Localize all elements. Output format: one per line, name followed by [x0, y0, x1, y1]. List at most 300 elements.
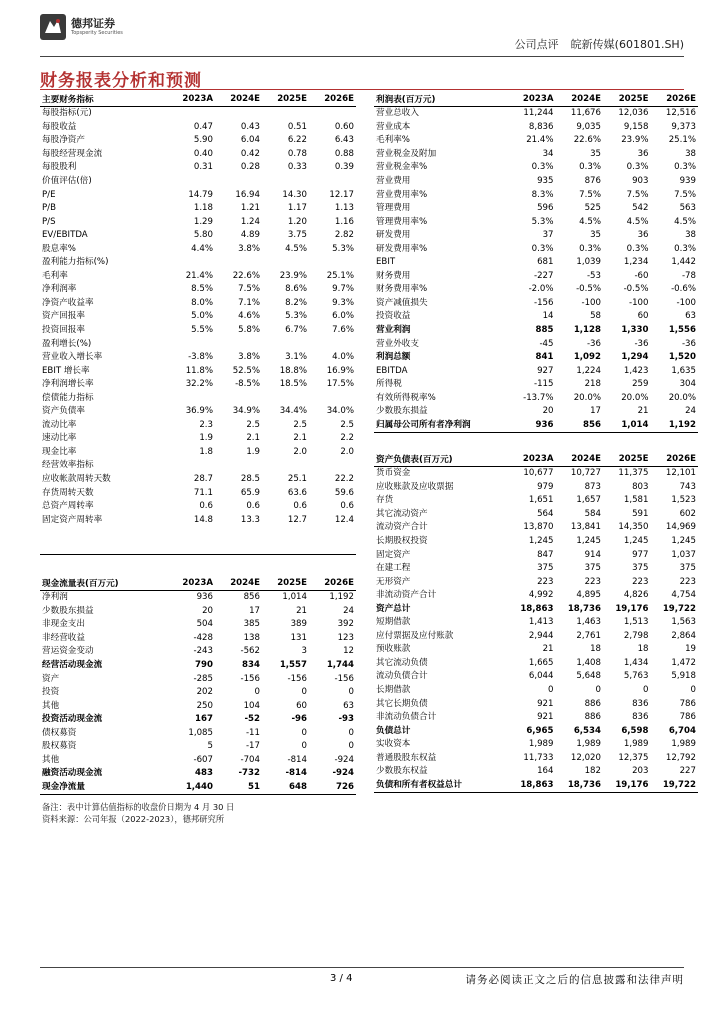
table-row	[40, 754, 356, 768]
year-header: 2025E	[277, 577, 307, 588]
cell-value: 936	[535, 419, 554, 430]
row-label: 资产总计	[376, 603, 411, 614]
cell-value: -8.5%	[235, 379, 260, 390]
cell-value	[168, 107, 215, 121]
table-row	[40, 378, 356, 392]
table-row	[374, 351, 698, 365]
cell-value: 2.0	[340, 446, 354, 457]
cell-value: 13,870	[523, 522, 554, 533]
cell-value: 12.17	[329, 189, 354, 200]
cell-value: 0.51	[287, 121, 307, 132]
cell-value: -36	[586, 338, 601, 349]
cell-value: 259	[632, 379, 649, 390]
cell-value: 2.2	[340, 433, 354, 444]
cell-value: 4.5%	[579, 216, 601, 227]
cell-value: 885	[535, 325, 554, 336]
cell-value: 921	[537, 712, 554, 723]
cell-value: 18,863	[520, 603, 554, 614]
row-label: 净利润	[42, 592, 68, 603]
cell-value: 1,520	[668, 352, 696, 363]
cell-value: 20.0%	[621, 392, 649, 403]
cell-value: 5.8%	[238, 325, 260, 336]
row-label: 固定资产	[376, 549, 411, 560]
cell-value: 223	[679, 576, 696, 587]
table-title: 资产负债表(百万元)	[376, 454, 453, 465]
table-row	[40, 337, 356, 351]
cell-value: -428	[193, 632, 213, 643]
row-label: 毛利率	[42, 270, 68, 281]
year-header: 2026E	[666, 93, 696, 104]
cell-value: -156	[240, 673, 260, 684]
table-row	[40, 672, 356, 686]
table-row	[374, 242, 698, 256]
cell-value: -100	[676, 297, 696, 308]
cell-value: 914	[584, 549, 601, 560]
year-header: 2026E	[666, 453, 696, 464]
cell-value	[262, 175, 309, 189]
cell-value	[262, 337, 309, 351]
cell-value	[262, 107, 309, 121]
table-header-row	[40, 91, 356, 107]
cell-value: 834	[242, 660, 260, 670]
cell-value: 2,864	[671, 630, 696, 641]
cell-value: 2.1	[246, 433, 260, 444]
cell-value: 14,969	[665, 522, 696, 533]
cell-value: 28.5	[240, 474, 260, 485]
cell-value: 0.3%	[626, 162, 649, 173]
row-label: 财务费用率%	[376, 284, 428, 295]
cell-value	[309, 391, 356, 405]
table-row	[40, 699, 356, 713]
table-row	[374, 107, 698, 121]
row-label: P/S	[42, 216, 56, 227]
cell-value: 927	[537, 365, 554, 376]
report-type: 公司点评	[514, 38, 559, 51]
cell-value: -732	[238, 768, 260, 779]
cell-value: 36.9%	[185, 406, 213, 417]
cell-value: 9,373	[671, 121, 696, 132]
cell-value: 11,676	[570, 108, 601, 119]
cell-value: 12,036	[618, 108, 649, 119]
cell-value	[309, 107, 356, 121]
cell-value: 20.0%	[573, 392, 601, 403]
row-label: 资产	[42, 673, 60, 684]
cell-value: 0.42	[240, 148, 260, 159]
cell-value: 19,722	[662, 603, 696, 614]
cell-value: 34	[542, 148, 554, 159]
cell-value: 1,635	[671, 365, 696, 376]
cell-value	[215, 175, 262, 189]
row-label: 盈利增长(%)	[42, 338, 92, 349]
year-header: 2023A	[522, 453, 554, 464]
cell-value	[215, 527, 262, 541]
cell-value: 3.75	[287, 230, 307, 241]
table-row	[374, 616, 698, 630]
cell-value: 5.3%	[531, 216, 554, 227]
cell-value: 392	[337, 619, 354, 630]
income-statement-table	[374, 91, 698, 433]
cell-value: 847	[537, 549, 554, 560]
cell-value: 18,736	[567, 603, 601, 614]
cell-value: 375	[584, 563, 601, 574]
row-label: 应收帐款周转天数	[42, 474, 111, 485]
cell-value: 1.18	[193, 203, 213, 214]
cell-value: 0.40	[193, 148, 213, 159]
row-label: 应收账款及应收票据	[376, 481, 454, 492]
cell-value: 1,463	[576, 617, 601, 628]
cell-value: 0.6	[199, 501, 213, 512]
cell-value: 0.28	[240, 162, 260, 173]
cell-value: 1.20	[287, 216, 307, 227]
cell-value: 803	[632, 481, 649, 492]
cell-value: 104	[243, 700, 260, 711]
cell-value	[309, 256, 356, 270]
cell-value: 836	[632, 698, 649, 709]
cell-value: 17	[590, 406, 601, 417]
year-header: 2023A	[182, 577, 213, 588]
table-row	[40, 740, 356, 754]
cell-value: 1.16	[334, 216, 354, 227]
cell-value: 6.0%	[332, 311, 354, 322]
row-label: 流动负债合计	[376, 671, 428, 682]
row-label: 净利润增长率	[42, 379, 94, 390]
cell-value: 11.8%	[185, 365, 213, 376]
row-label: 长期借款	[376, 685, 411, 696]
table-row	[40, 391, 356, 405]
cell-value: 1,413	[528, 617, 554, 628]
cell-value	[215, 107, 262, 121]
cell-value: 14.30	[282, 189, 307, 200]
year-header: 2023A	[182, 93, 213, 104]
cell-value: 1,014	[621, 419, 649, 430]
cell-value: 564	[537, 508, 554, 519]
row-label	[40, 541, 168, 555]
cell-value: 876	[584, 176, 601, 186]
cell-value: 60	[296, 700, 307, 711]
cell-value: 14	[542, 311, 554, 322]
table-row	[40, 188, 356, 202]
table-row	[40, 605, 356, 619]
cell-value: -60	[634, 270, 649, 281]
cell-value: 7.5%	[238, 284, 260, 295]
cell-value: 2.82	[334, 230, 354, 241]
cell-value: 6,598	[621, 725, 649, 736]
cell-value: 836	[632, 712, 649, 723]
cell-value: 1,563	[671, 617, 696, 628]
cell-value	[262, 391, 309, 405]
cell-value: 32.2%	[185, 379, 213, 390]
cell-value: 873	[584, 481, 601, 492]
table-row	[40, 121, 356, 135]
cell-value: 21	[637, 406, 649, 417]
cell-value: 0.33	[287, 162, 307, 173]
cell-value: -0.5%	[623, 284, 649, 295]
cell-value: 8.3%	[531, 189, 554, 200]
cell-value	[309, 541, 356, 555]
table-row	[374, 751, 698, 765]
cell-value: 51	[248, 781, 260, 792]
header-report-info	[515, 36, 684, 52]
cell-value: 5.90	[193, 135, 213, 146]
cell-value: 1,581	[623, 495, 649, 506]
table-notes	[42, 801, 234, 825]
cell-value: -156	[287, 673, 307, 684]
cell-value: 596	[537, 203, 554, 214]
cell-value: -115	[533, 379, 554, 390]
cell-value: 12.7	[287, 514, 307, 525]
cell-value: 18,863	[520, 779, 554, 790]
table-row	[40, 161, 356, 175]
cell-value: 4.4%	[191, 243, 213, 254]
note-valuation-date: 备注：表中计算估值指标的收盘价日期为 4 月 30 日	[42, 802, 235, 812]
table-row	[40, 351, 356, 365]
cell-value: 223	[632, 576, 649, 587]
cell-value: 3	[301, 646, 307, 657]
cell-value: 1,423	[623, 365, 649, 376]
table-row	[374, 148, 698, 162]
table-row	[40, 270, 356, 284]
cell-value: 6,704	[668, 725, 696, 736]
cell-value: 164	[537, 766, 554, 777]
table-row	[374, 548, 698, 562]
table-row	[374, 765, 698, 779]
row-label: 经营效率指标	[42, 460, 94, 471]
table-row	[374, 494, 698, 508]
row-label: 少数股东损益	[42, 605, 94, 616]
table-row	[40, 256, 356, 270]
row-label: 营业费用	[376, 176, 411, 186]
cell-value: 1,989	[671, 739, 696, 750]
row-label: 营业税金及附加	[376, 148, 437, 159]
row-label: 净利润率	[42, 284, 77, 295]
cell-value: -17	[245, 741, 260, 752]
cell-value: 1,989	[528, 739, 554, 750]
cell-value: 936	[196, 592, 213, 603]
row-label: 投资回报率	[42, 325, 85, 336]
row-label: 营业收入增长率	[42, 352, 103, 363]
cell-value: -100	[581, 297, 601, 308]
row-label: 短期借款	[376, 617, 411, 628]
table-row	[374, 283, 698, 297]
cell-value: 28.7	[193, 474, 213, 485]
cell-value: 36	[637, 148, 649, 159]
cell-value: 6.7%	[285, 325, 307, 336]
row-label: 管理费用	[376, 203, 411, 214]
table-row	[374, 188, 698, 202]
row-label: 管理费用率%	[376, 216, 428, 227]
cell-value: 14.8	[193, 514, 213, 525]
cell-value: 0	[643, 685, 649, 696]
row-label: 融资活动现金流	[42, 768, 103, 779]
row-label: EBITDA	[376, 365, 408, 376]
row-label: 每股净资产	[42, 135, 85, 146]
cell-value: 2.1	[293, 433, 307, 444]
cell-value: 1,245	[576, 536, 601, 546]
cell-value: 8.6%	[285, 284, 307, 295]
page-header	[40, 10, 684, 58]
cell-value: 10,727	[570, 468, 601, 479]
table-row	[374, 657, 698, 671]
cell-value: 34.9%	[232, 406, 260, 417]
year-header: 2024E	[571, 93, 601, 104]
cell-value: 20	[202, 605, 213, 616]
cell-value: 8.2%	[285, 297, 307, 308]
cell-value: 18	[590, 644, 601, 655]
cell-value: 0.88	[334, 148, 354, 159]
cell-value: 1,245	[623, 536, 649, 546]
table-row	[374, 779, 698, 793]
table-row	[40, 659, 356, 673]
cell-value: -11	[245, 727, 260, 738]
table-row	[374, 256, 698, 270]
cell-value: 36	[637, 230, 649, 241]
cell-value: 681	[537, 257, 554, 268]
cell-value: 375	[679, 563, 696, 574]
table-row	[374, 324, 698, 338]
cell-value: 1,556	[668, 325, 696, 336]
table-row	[374, 391, 698, 405]
cell-value: 4.6%	[238, 311, 260, 322]
cell-value: 856	[243, 592, 260, 603]
cell-value: 21	[296, 605, 307, 616]
cell-value: 18	[637, 644, 649, 655]
cell-value: 25.1%	[326, 270, 354, 281]
table-header-row	[40, 575, 356, 591]
cell-value: 4.5%	[626, 216, 649, 227]
cell-value: 979	[537, 481, 554, 492]
row-label: 非现金支出	[42, 619, 85, 630]
cell-value: 3.1%	[285, 352, 307, 363]
cell-value: 0	[301, 727, 307, 738]
row-label: 货币资金	[376, 468, 411, 479]
cell-value: 602	[679, 508, 696, 519]
cell-value: -227	[533, 270, 554, 281]
cell-value: 4.5%	[285, 243, 307, 254]
company-logo-icon	[40, 14, 66, 40]
row-label: 固定资产周转率	[42, 514, 103, 525]
cell-value: -156	[334, 673, 354, 684]
cell-value: 5.3%	[332, 243, 354, 254]
row-label: 无形资产	[376, 576, 411, 587]
cell-value: -3.8%	[188, 352, 213, 363]
table-header-row	[374, 451, 698, 467]
cell-value: 2,944	[528, 630, 554, 641]
cell-value: 24	[685, 406, 696, 417]
cell-value: 9.3%	[332, 297, 354, 308]
cell-value: 1.29	[193, 216, 213, 227]
row-label: 流动比率	[42, 419, 77, 430]
table-row	[374, 575, 698, 589]
row-label: EBIT	[376, 257, 396, 268]
cell-value: 939	[679, 176, 696, 186]
row-label: 盈利能力指标(%)	[42, 257, 109, 268]
year-header: 2025E	[618, 453, 649, 464]
table-row	[374, 670, 698, 684]
cell-value: 1,442	[671, 257, 696, 268]
cell-value: 4,826	[623, 590, 649, 601]
cell-value: 841	[535, 352, 554, 363]
cell-value: 0.6	[293, 501, 307, 512]
cell-value: -13.7%	[523, 392, 554, 403]
cell-value: 8,836	[528, 121, 554, 132]
cell-value: 1,989	[623, 739, 649, 750]
cell-value	[215, 459, 262, 473]
cell-value: 6.04	[240, 135, 260, 146]
cell-value: 25.1%	[668, 135, 696, 146]
table-row	[374, 643, 698, 657]
table-row	[40, 473, 356, 487]
company-name: 德邦证券	[71, 17, 115, 30]
table-row	[374, 161, 698, 175]
cell-value: 2.5	[340, 419, 354, 430]
table-row	[40, 229, 356, 243]
cell-value: 4,992	[528, 590, 554, 601]
row-label: 财务费用	[376, 270, 411, 281]
cell-value: 786	[679, 712, 696, 723]
table-row	[374, 297, 698, 311]
table-row	[374, 589, 698, 603]
row-label: 其他	[42, 700, 60, 711]
cell-value: 60	[637, 311, 649, 322]
cell-value: 12,020	[570, 752, 601, 763]
cell-value: -814	[287, 754, 307, 765]
cell-value: 6.43	[334, 135, 354, 146]
cell-value: 17	[249, 605, 260, 616]
cell-value	[215, 541, 262, 555]
row-label: 毛利率%	[376, 135, 410, 146]
table-title: 利润表(百万元)	[376, 94, 436, 105]
cell-value	[262, 541, 309, 555]
cell-value	[168, 527, 215, 541]
table-row	[40, 591, 356, 605]
cell-value: -285	[193, 673, 213, 684]
cell-value: 525	[584, 203, 601, 214]
cell-value: 1,440	[185, 781, 213, 792]
company-name-en: Topsperity Securities	[71, 30, 123, 36]
table-row	[40, 446, 356, 460]
cell-value: 203	[632, 766, 649, 777]
cell-value: 0	[690, 685, 696, 696]
cell-value: 5,648	[576, 671, 601, 682]
cell-value: 223	[537, 576, 554, 587]
cell-value: 5.80	[193, 230, 213, 241]
year-header: 2025E	[618, 93, 649, 104]
row-label: 资产回报率	[42, 311, 85, 322]
cell-value: 977	[632, 549, 649, 560]
cell-value: 4.89	[240, 230, 260, 241]
cell-value: 743	[679, 481, 696, 492]
row-label: 营业成本	[376, 121, 411, 132]
cell-value: 7.1%	[238, 297, 260, 308]
year-header: 2024E	[230, 93, 260, 104]
cell-value: 5,918	[671, 671, 696, 682]
cell-value: 6,965	[526, 725, 554, 736]
cell-value: 1,039	[576, 257, 601, 268]
table-row	[40, 513, 356, 527]
cell-value: 1,472	[671, 657, 696, 668]
cell-value: 1.21	[240, 203, 260, 214]
cell-value: 1,330	[621, 325, 649, 336]
cell-value: 182	[584, 766, 601, 777]
cell-value: 1,192	[668, 419, 696, 430]
cell-value: 790	[195, 660, 213, 670]
cell-value: 389	[290, 619, 307, 630]
row-label: 资产减值损失	[376, 297, 428, 308]
table-row	[40, 767, 356, 781]
cell-value: 504	[196, 619, 213, 630]
table-row	[374, 121, 698, 135]
cell-value: 1,245	[528, 536, 554, 546]
